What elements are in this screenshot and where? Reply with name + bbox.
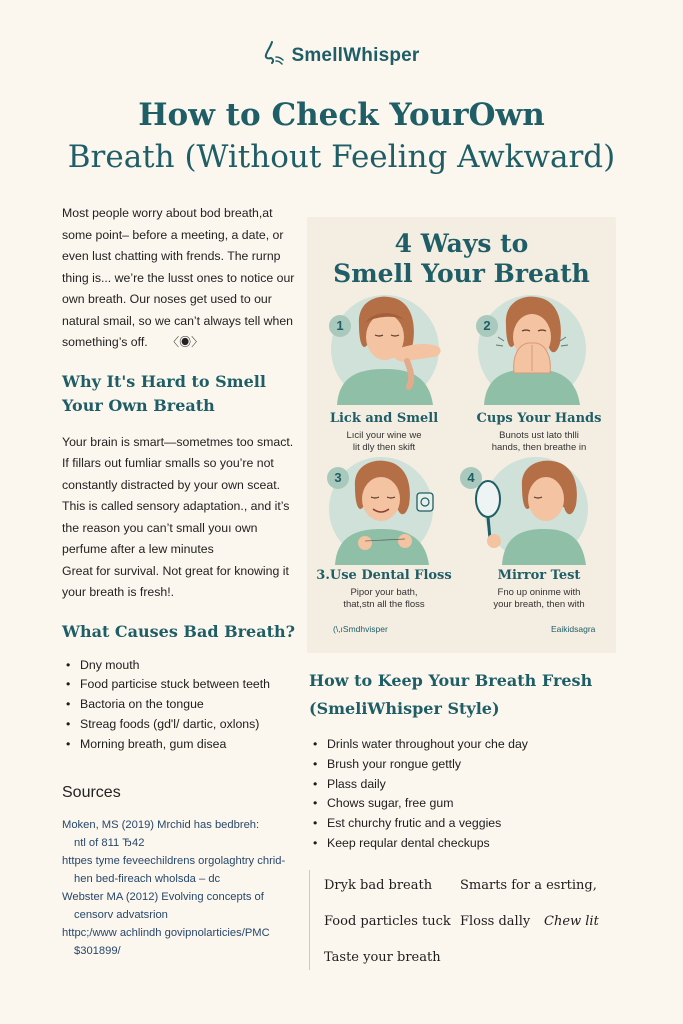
page-title-line2: Breath (Without Feeling Awkward) xyxy=(67,139,616,175)
list-item: • Bactoria on the tongue xyxy=(62,695,302,715)
list-item: • Food particise stuck between teeth xyxy=(62,675,302,695)
method-title: Mirror Test xyxy=(497,568,581,583)
left-column xyxy=(62,203,302,960)
source-line: ntl of 811 Ђ42 xyxy=(74,837,145,850)
why-paragraph: Your brain is smart—sometmes too smact. If fillars out fumliar smalls so you’re not constantly distracted by your own sceat. This is called sensory adaptation., and it’s the reason you can’t small youı own perfume after a lew minutes xyxy=(62,434,294,556)
list-item: • Drinls water throughout your che day xyxy=(309,735,629,755)
infographic-card xyxy=(307,217,616,653)
tip-cell: Smarts for a esrting, xyxy=(460,878,597,893)
why-paragraph-2: Great for survival. Not great for knowing it your breath is fresh!. xyxy=(62,563,289,599)
tip-cell: Chew lit xyxy=(544,914,599,929)
speaker-icon: 〈◉〉 xyxy=(167,335,204,349)
keep-fresh-heading: How to Keep Your Breath Fresh (SmeliWhisper Style) xyxy=(309,671,593,718)
keep-fresh-section xyxy=(309,667,629,854)
infographic-title: 4 Ways to Smell Your Breath xyxy=(333,229,590,288)
method-description: Bunots ust lato thlli hands, then breathe in xyxy=(491,430,587,453)
list-item: • Brush your rongue gettly xyxy=(309,755,629,775)
source-link[interactable]: httpes tyme feveechildrens orgolaghtry chrid- xyxy=(62,855,286,868)
brand-name: SmellWhisper xyxy=(291,44,420,66)
list-item: • Plass daily xyxy=(309,775,629,795)
method-panel-1 xyxy=(307,287,461,467)
keep-fresh-list xyxy=(309,735,629,854)
person-cupping-hands-illustration xyxy=(462,287,616,407)
source-link[interactable]: httpc;/www achlindh govipnolarticies/PMC xyxy=(62,927,270,940)
step-number-badge: 2 xyxy=(476,315,498,337)
step-number-badge: 3 xyxy=(327,467,349,489)
method-panel-3 xyxy=(307,453,461,623)
tip-cell: Taste your breath xyxy=(324,950,441,965)
method-title: Cups Your Hands xyxy=(476,411,602,426)
intro-paragraph: Most people worry about bod breath,at some point– before a meeting, a date, or even lust chatting with frends. The rurnp thing is... we’re the lusst ones to notice our own breath. Our noses get used to our natural smail, so we can’t always tell when something’s off. 〈◉〉 xyxy=(62,206,295,349)
infographic-credit: Eaikidsagra xyxy=(551,624,596,634)
method-panel-2 xyxy=(462,287,616,467)
method-panel-4 xyxy=(462,453,616,623)
tip-cell: Floss dally xyxy=(460,914,531,929)
nose-logo-icon xyxy=(263,40,285,71)
person-mirror-test-illustration xyxy=(462,453,616,565)
source-link[interactable]: $301899/ xyxy=(74,945,121,958)
person-licking-wrist-illustration xyxy=(307,287,461,407)
source-link[interactable]: hen bed-fireach wholsda – dc xyxy=(74,873,221,886)
tip-cell: Food particles tuck xyxy=(324,914,451,929)
method-title: Lick and Smell xyxy=(329,411,439,426)
page-title-line1: How to Check YourOwn xyxy=(138,97,545,133)
list-item: • Dny mouth xyxy=(62,656,302,676)
causes-heading: What Causes Bad Breath? xyxy=(62,621,295,641)
why-heading: Why It's Hard to Smell Your Own Breath xyxy=(62,371,266,415)
sources-heading: Sources xyxy=(62,784,121,802)
tip-cell: Dryk bad breath xyxy=(324,878,433,893)
method-description: Lıcil your wine we lit dly then skift xyxy=(346,430,422,453)
step-number-badge: 4 xyxy=(460,467,482,489)
tips-table xyxy=(309,870,630,970)
infographic-brand-mark: (\,ıSmdhvisper xyxy=(333,624,388,634)
page-title xyxy=(0,94,683,178)
list-item: • Est churchy frutic and a veggies xyxy=(309,814,629,834)
brand-logo xyxy=(0,40,683,71)
list-item: • Morning breath, gum disea xyxy=(62,735,302,755)
method-description: Fno up oninme with your breath, then with xyxy=(493,587,585,610)
list-item: • Chows sugar, free gum xyxy=(309,794,629,814)
method-description: Pipor your bath, that,stn all the floss xyxy=(343,587,425,610)
source-line: censorv advatsrion xyxy=(74,909,168,922)
list-item: • Streag foods (gd'l/ dartic, oxlons) xyxy=(62,715,302,735)
method-title: 3.Use Dental Floss xyxy=(316,568,452,583)
causes-list xyxy=(62,656,302,755)
sources-list xyxy=(62,816,302,960)
source-line: Moken, MS (2019) Mrchid has bedbreh: xyxy=(62,819,260,832)
source-line: Webster MA (2012) Evolving concepts of xyxy=(62,891,264,904)
list-item: • Keep reqular dental checkups xyxy=(309,834,629,854)
step-number-badge: 1 xyxy=(329,315,351,337)
